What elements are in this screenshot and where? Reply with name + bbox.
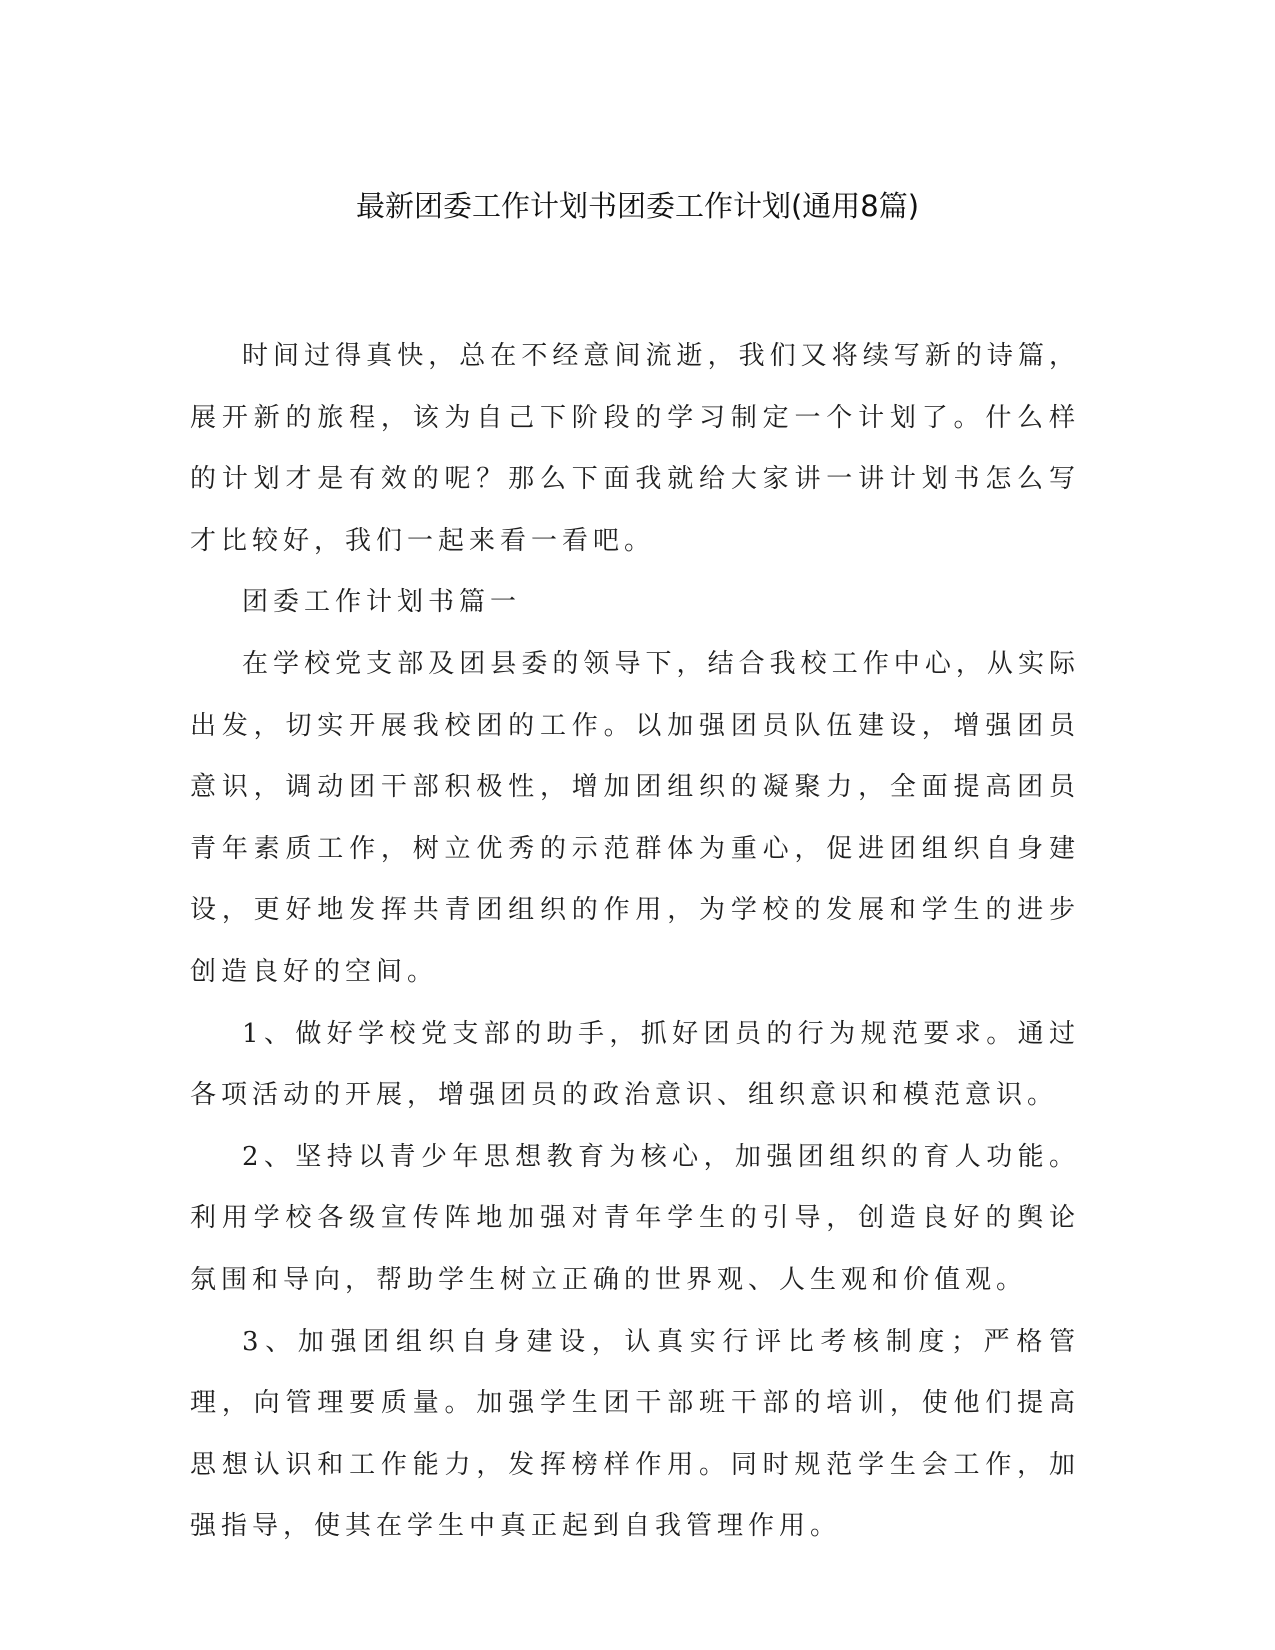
- section-heading: 团委工作计划书篇一: [242, 587, 522, 618]
- list-item-3: 3、加强团组织自身建设，认真实行评比考核制度；严格管理，向管理要质量。加强学生团干部班干部的培训，使他们提高思想认识和工作能力，发挥榜样作用。同时规范学生会工作，加强指导，使其在学生中真正起到自我管理作用。: [190, 1326, 1080, 1542]
- list-item-1: 1、做好学校党支部的助手，抓好团员的行为规范要求。通过各项活动的开展，增强团员的政治意识、组织意识和模范意识。: [190, 1018, 1080, 1111]
- list-item-2: 2、坚持以青少年思想教育为核心，加强团组织的育人功能。利用学校各级宣传阵地加强对青年学生的引导，创造良好的舆论氛围和导向，帮助学生树立正确的世界观、人生观和价值观。: [190, 1141, 1080, 1295]
- document-body: [190, 326, 1080, 1558]
- intro-paragraph: 时间过得真快，总在不经意间流逝，我们又将续写新的诗篇，展开新的旅程，该为自己下阶段的学习制定一个计划了。什么样的计划才是有效的呢？那么下面我就给大家讲一讲计划书怎么写才比较好，我们一起来看一看吧。: [190, 341, 1080, 556]
- document-title: 最新团委工作计划书团委工作计划(通用8篇): [355, 189, 920, 223]
- body-paragraph: 在学校党支部及团县委的领导下，结合我校工作中心，从实际出发，切实开展我校团的工作。以加强团员队伍建设，增强团员意识，调动团干部积极性，增加团组织的凝聚力，全面提高团员青年素质工作，树立优秀的示范群体为重心，促进团组织自身建设，更好地发挥共青团组织的作用，为学校的发展和学生的进步创造良好的空间。: [190, 648, 1080, 987]
